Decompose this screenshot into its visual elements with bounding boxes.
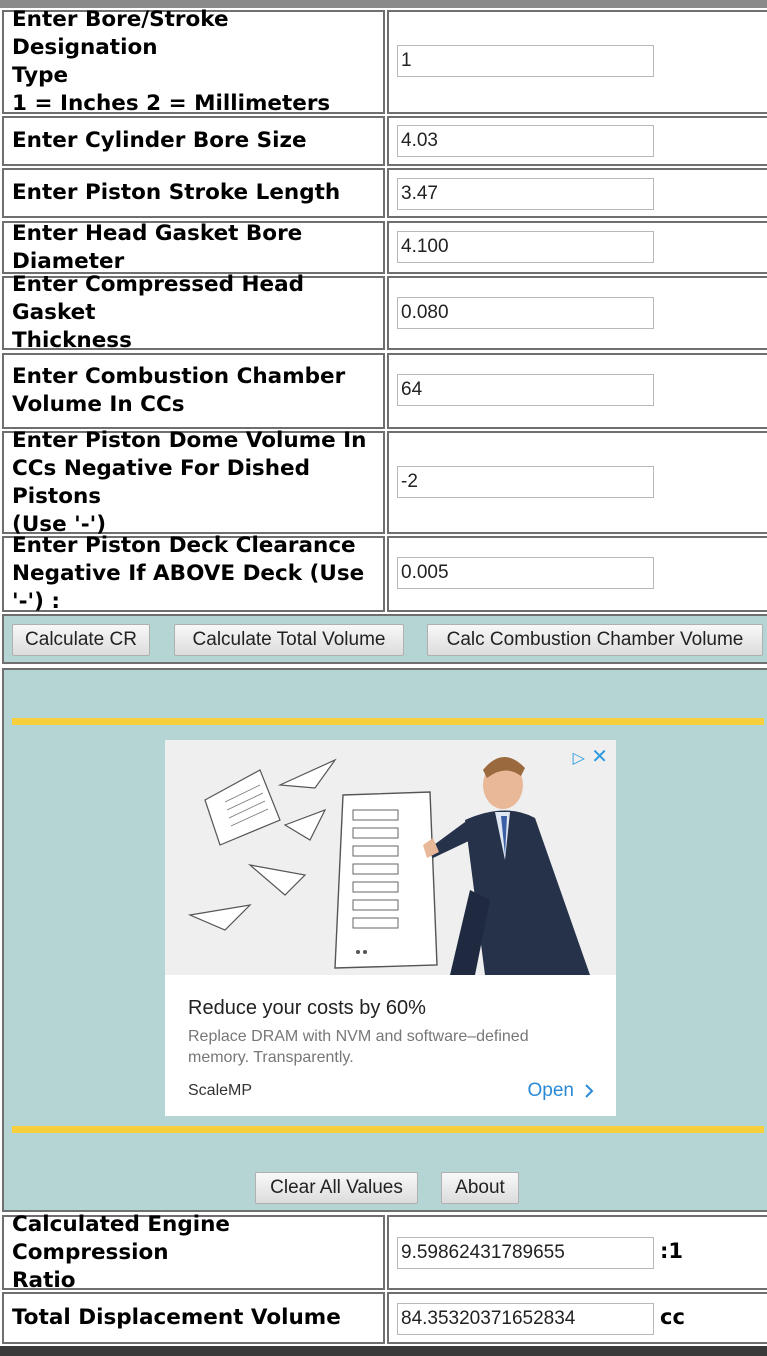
- separator-top: [12, 718, 764, 725]
- row-bore-size: [0, 116, 767, 166]
- ratio-unit: :1: [660, 1239, 684, 1263]
- calculate-cr-button[interactable]: Calculate CR: [12, 624, 150, 656]
- ad-open-button[interactable]: Open: [528, 1080, 594, 1102]
- gasket-thickness-input[interactable]: 0.080: [397, 297, 654, 329]
- row-compression-ratio: [0, 1211, 767, 1293]
- ad-panel: [2, 668, 767, 1212]
- row-total-displacement: [0, 1292, 767, 1344]
- ad-close-icon[interactable]: ▷ ✕: [572, 744, 608, 768]
- label-bore-size: Enter Cylinder Bore Size: [2, 116, 385, 166]
- ad-description: Replace DRAM with NVM and software–defined memory. Transparently.: [188, 1028, 529, 1066]
- ad-choices-icon[interactable]: ▷: [572, 748, 585, 767]
- deck-clearance-input[interactable]: 0.005: [397, 557, 654, 589]
- ad-brand: ScaleMP: [188, 1082, 253, 1099]
- row-designation-type: [0, 7, 767, 116]
- label-deck-clearance: Enter Piston Deck Clearance Negative If ABOVE Deck (Use '-') :: [2, 536, 385, 612]
- gasket-bore-input[interactable]: 4.100: [397, 231, 654, 263]
- stroke-length-input[interactable]: 3.47: [397, 178, 654, 210]
- bottom-border: [0, 1346, 767, 1356]
- row-chamber-volume: [0, 353, 767, 429]
- separator-bottom: [12, 1126, 764, 1133]
- row-dome-volume: [0, 427, 767, 537]
- row-gasket-bore: [0, 221, 767, 274]
- designation-type-input[interactable]: 1: [397, 45, 654, 77]
- label-gasket-thickness: Enter Compressed Head Gasket Thickness: [2, 276, 385, 350]
- calc-combustion-chamber-button[interactable]: Calc Combustion Chamber Volume: [427, 624, 763, 656]
- label-stroke-length: Enter Piston Stroke Length: [2, 168, 385, 218]
- row-stroke-length: [0, 168, 767, 218]
- compression-ratio-output[interactable]: 9.59862431789655: [397, 1237, 654, 1269]
- label-gasket-bore: Enter Head Gasket Bore Diameter: [2, 221, 385, 274]
- row-deck-clearance: [0, 533, 767, 614]
- chamber-volume-input[interactable]: 64: [397, 374, 654, 406]
- calc-buttons-row: [2, 614, 767, 664]
- label-compression-ratio: Calculated Engine Compression Ratio: [2, 1215, 385, 1290]
- label-chamber-volume: Enter Combustion Chamber Volume In CCs: [2, 353, 385, 429]
- label-designation-type: Enter Bore/Stroke Designation Type 1 = Inches 2 = Millimeters: [2, 10, 385, 114]
- bore-size-input[interactable]: 4.03: [397, 125, 654, 157]
- ad-title[interactable]: Reduce your costs by 60%: [188, 997, 426, 1019]
- cc-unit: cc: [660, 1305, 685, 1329]
- label-total-displacement: Total Displacement Volume: [2, 1292, 385, 1344]
- clear-all-values-button[interactable]: Clear All Values: [255, 1172, 418, 1204]
- chevron-right-icon: [584, 1083, 594, 1099]
- total-displacement-output[interactable]: 84.35320371652834: [397, 1303, 654, 1335]
- label-dome-volume: Enter Piston Dome Volume In CCs Negative For Dished Pistons (Use '-'): [2, 431, 385, 534]
- row-gasket-thickness: [0, 272, 767, 353]
- ad-image: [165, 740, 616, 975]
- calculate-total-volume-button[interactable]: Calculate Total Volume: [174, 624, 404, 656]
- about-button[interactable]: About: [441, 1172, 519, 1204]
- advertisement[interactable]: [165, 740, 616, 1116]
- dome-volume-input[interactable]: -2: [397, 466, 654, 498]
